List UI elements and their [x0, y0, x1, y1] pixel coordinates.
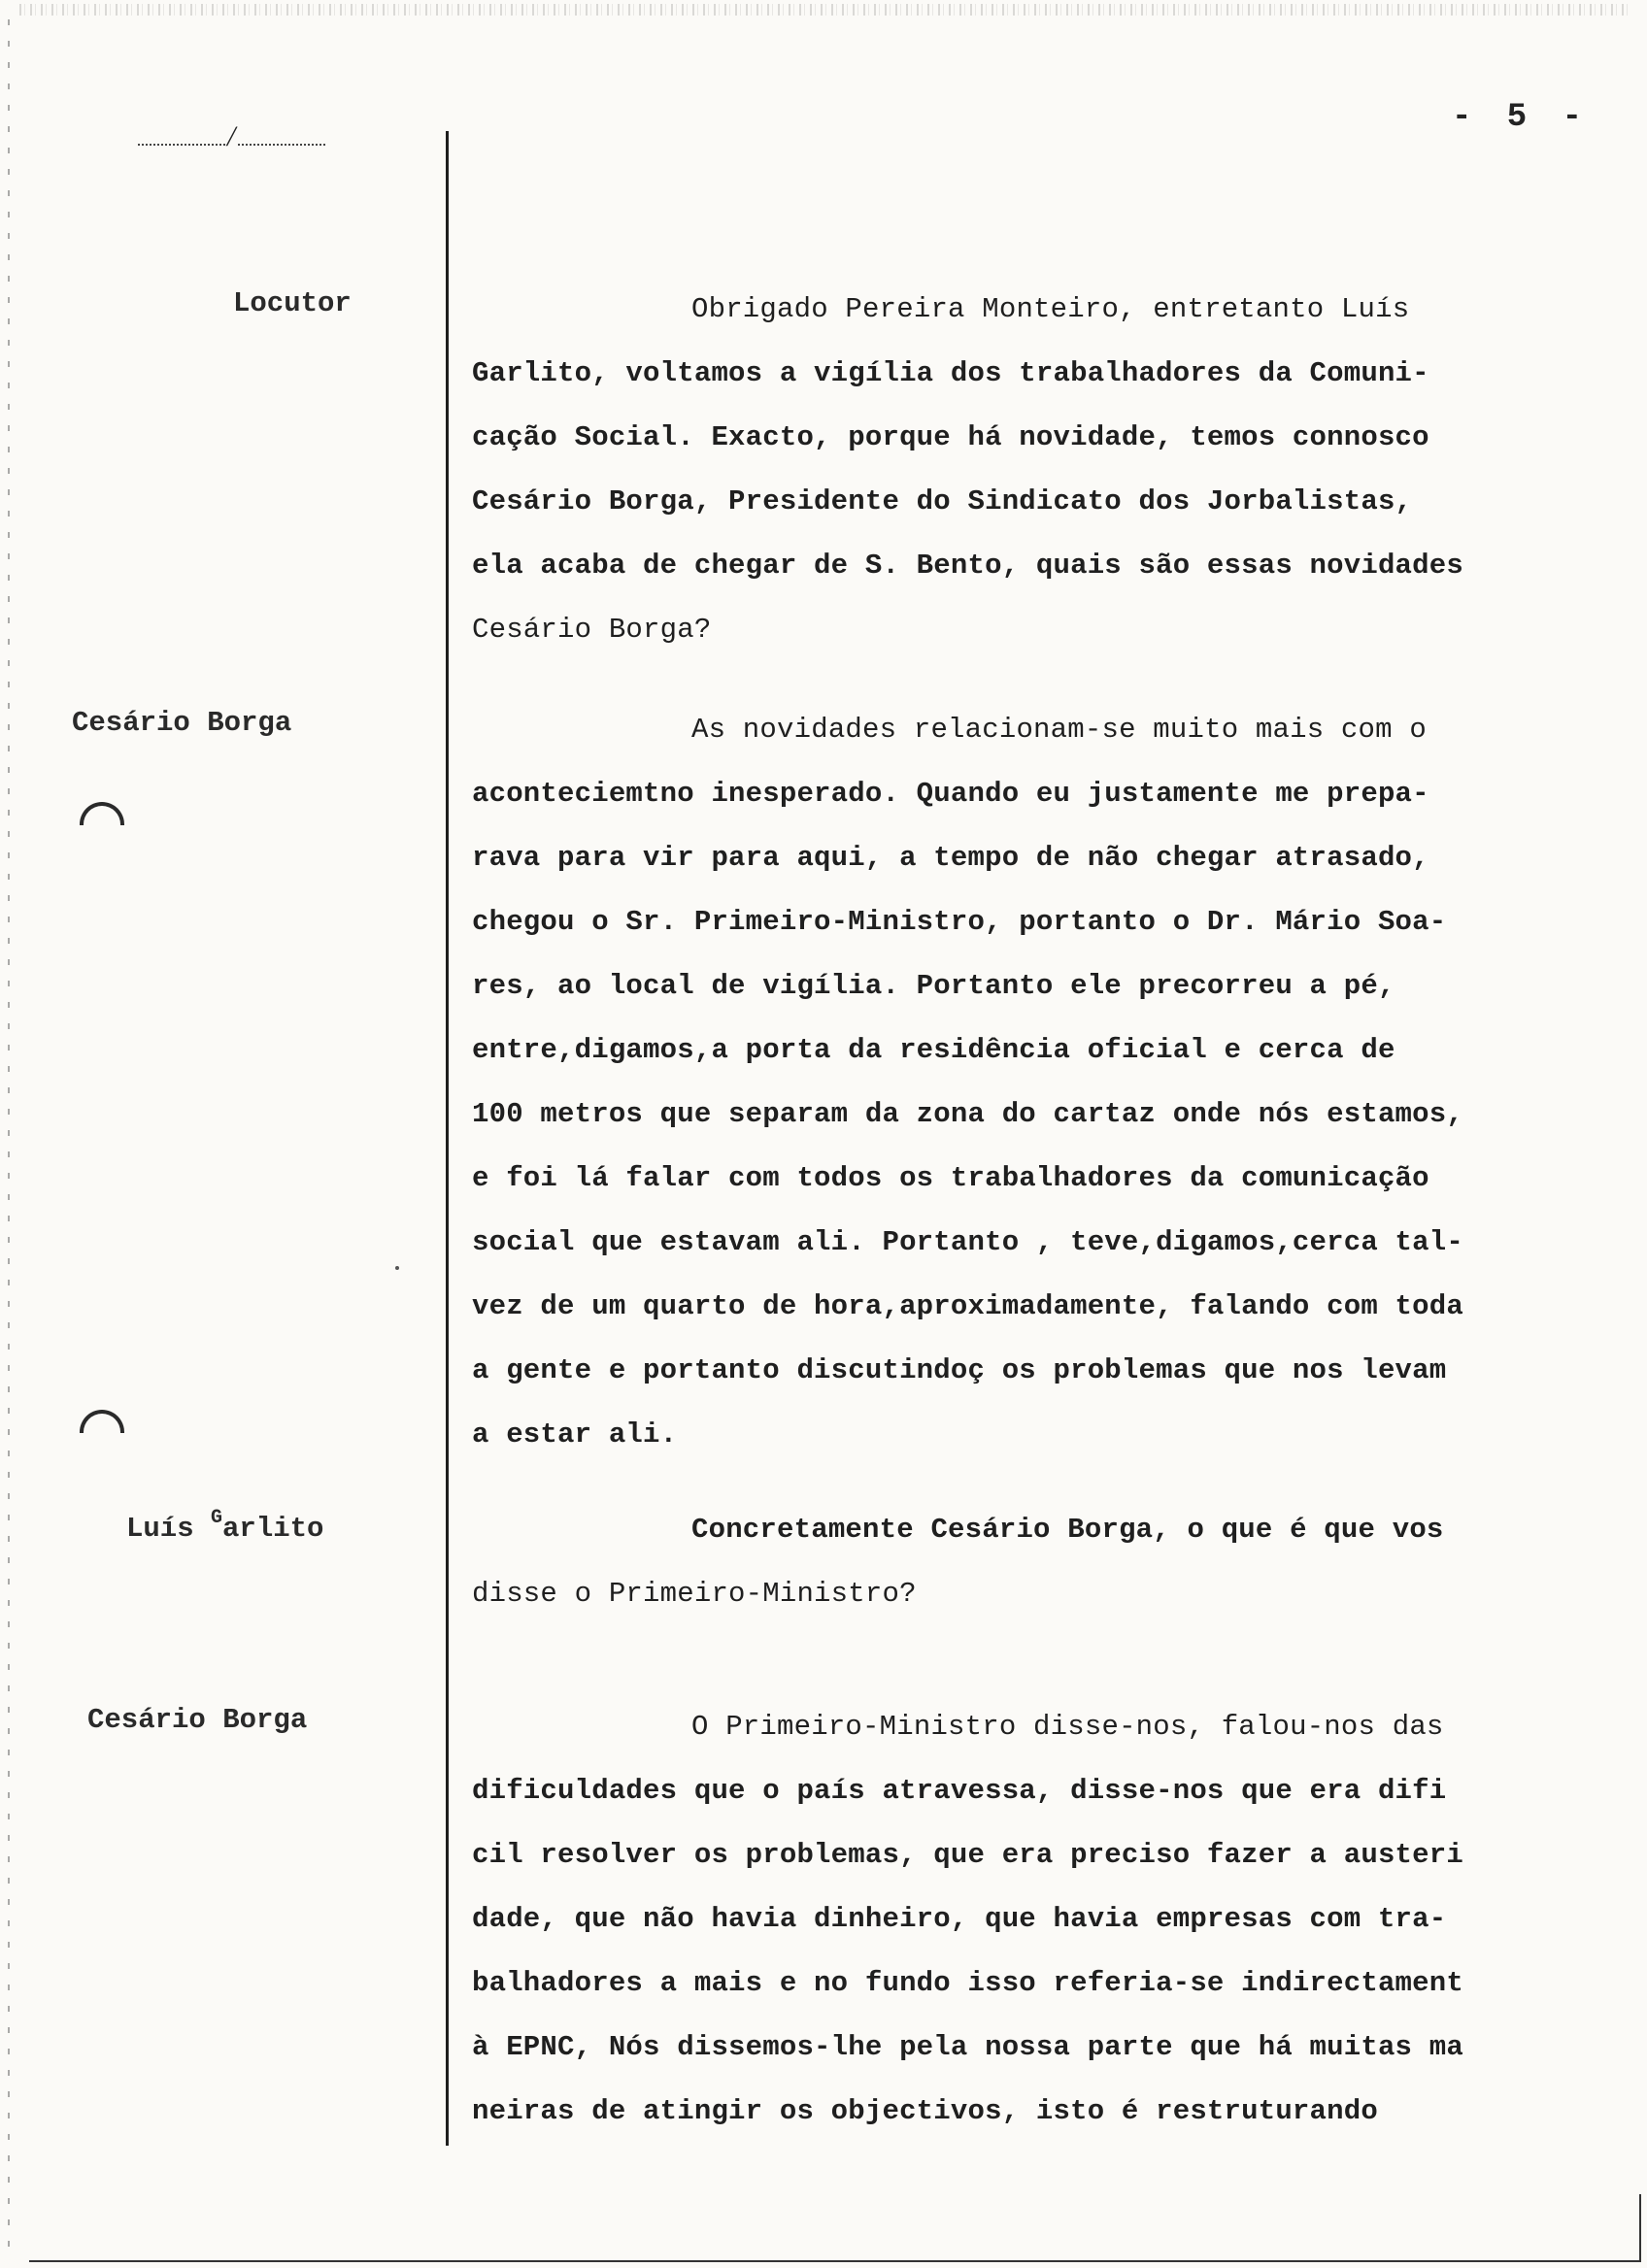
page-number: - 5 - — [1452, 99, 1591, 136]
text-line: Cesário Borga, Presidente do Sindicato dos Jorbalistas, — [472, 485, 1413, 517]
text-line: 100 metros que separam da zona do cartaz onde nós estamos, — [472, 1098, 1463, 1130]
speaker-label-cesario-borga: Cesário Borga — [87, 1704, 308, 1736]
text-line: e foi lá falar com todos os trabalhadores da comunicação — [472, 1162, 1429, 1194]
text-line: cação Social. Exacto, porque há novidade, temos connosco — [472, 421, 1429, 453]
text-line: dificuldades que o país atravessa, disse-nos que era difi — [472, 1775, 1447, 1807]
text-line: cil resolver os problemas, que era preciso fazer a austeri — [472, 1839, 1463, 1871]
text-line: Garlito, voltamos a vigília dos trabalhadores da Comuni- — [472, 357, 1429, 389]
text-line: à EPNC, Nós dissemos-lhe pela nossa parte que há muitas ma — [472, 2031, 1463, 2063]
reference-slash: / — [227, 120, 237, 152]
text-line: a estar ali. — [472, 1418, 678, 1451]
passage — [472, 1498, 1637, 1626]
text-line: balhadores a mais e no fundo isso referia-se indirectament — [472, 1967, 1463, 1999]
text-line: neiras de atingir os objectivos, isto é restruturando — [472, 2095, 1378, 2127]
text-line: social que estavam ali. Portanto , teve,digamos,cerca tal- — [472, 1226, 1463, 1258]
speaker-label-locutor: Locutor — [233, 287, 352, 319]
text-line: Cesário Borga? — [472, 614, 712, 646]
speaker-name-part: Luís — [126, 1513, 212, 1545]
text-line: a gente e portanto discutindoç os problemas que nos levam — [472, 1354, 1447, 1386]
passage — [472, 1695, 1637, 2144]
text-line: ela acaba de chegar de S. Bento, quais são essas novidades — [472, 550, 1463, 582]
reference-dots-right — [238, 144, 325, 146]
passage — [472, 698, 1637, 1467]
reference-dots-left — [138, 144, 225, 146]
speaker-label-cesario-borga: Cesário Borga — [72, 707, 292, 739]
speaker-name-superscript: G — [211, 1507, 223, 1529]
text-line: dade, que não havia dinheiro, que havia empresas com tra- — [472, 1903, 1447, 1935]
margin-mark — [80, 1410, 124, 1433]
scan-border-bottom — [29, 2260, 1641, 2262]
scan-edge-left — [8, 19, 10, 2252]
text-line: vez de um quarto de hora,aproximadamente, falando com toda — [472, 1290, 1463, 1322]
speaker-name-part: arlito — [222, 1513, 324, 1545]
column-divider — [446, 131, 449, 2146]
text-line: O Primeiro-Ministro disse-nos, falou-nos das — [691, 1711, 1444, 1743]
scan-noise-top — [19, 4, 1631, 16]
speaker-label-luis-garlito — [126, 1507, 323, 1545]
scan-border-right — [1639, 2194, 1641, 2262]
text-line: entre,digamos,a porta da residência oficial e cerca de — [472, 1034, 1395, 1066]
margin-mark — [80, 802, 124, 825]
text-line: aconteciemtno inesperado. Quando eu justamente me prepa- — [472, 778, 1429, 810]
ink-speck — [395, 1266, 399, 1270]
text-line: Concretamente Cesário Borga, o que é que vos — [691, 1514, 1444, 1546]
text-line: res, ao local de vigília. Portanto ele precorreu a pé, — [472, 970, 1395, 1002]
passage — [472, 278, 1637, 662]
text-line: Obrigado Pereira Monteiro, entretanto Luís — [691, 293, 1410, 325]
reference-field — [138, 120, 325, 153]
text-line: rava para vir para aqui, a tempo de não chegar atrasado, — [472, 842, 1429, 874]
text-line: As novidades relacionam-se muito mais com o — [691, 714, 1427, 746]
text-line: disse o Primeiro-Ministro? — [472, 1578, 917, 1610]
text-line: chegou o Sr. Primeiro-Ministro, portanto o Dr. Mário Soa- — [472, 906, 1447, 938]
